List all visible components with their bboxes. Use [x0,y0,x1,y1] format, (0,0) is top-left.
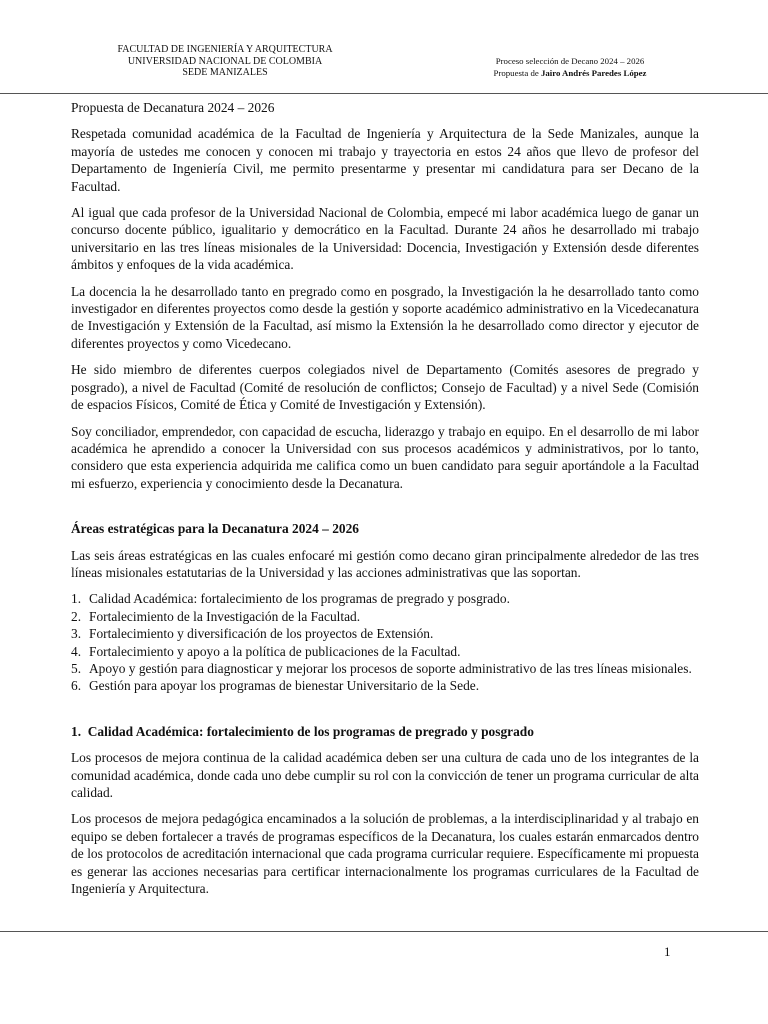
list-item-text: Fortalecimiento y apoyo a la política de publicaciones de la Facultad. [89,643,461,659]
list-item [71,608,699,625]
list-item-number: 3. [71,626,82,642]
document-title: Propuesta de Decanatura 2024 – 2026 [71,100,275,115]
section1-paragraph: Los procesos de mejora continua de la calidad académica deben ser una cultura de cada uno de los integrantes de la comunidad académica, donde cada uno debe cumplir su rol con la convicción de tener un programa curricular de alta calidad. [71,750,699,800]
areas-intro: Las seis áreas estratégicas en las cuales enfocaré mi gestión como decano giran principalmente alrededor de las tres líneas misionales estatutarias de la Universidad y las acciones administrativas que las soportan. [71,547,699,580]
list-item [71,643,699,660]
list-item [71,660,699,677]
header-institution [100,44,350,79]
list-item [71,677,699,694]
list-item [71,625,699,642]
areas-heading: Áreas estratégicas para la Decanatura 2024 – 2026 [71,521,359,537]
intro-paragraph: Respetada comunidad académica de la Facultad de Ingeniería y Arquitectura de la Sede Manizales, aunque la mayoría de ustedes me conocen y conocen mi trabajo y trayectoria en estos 24 años que llevo de profesor del Departamento de Ingeniería Civil, me permito presentarme y presentar mi candidatura para ser Decano de la Facultad. [71,126,699,194]
header-university: UNIVERSIDAD NACIONAL DE COLOMBIA [127,55,323,67]
intro-paragraph: Soy conciliador, emprendedor, con capacidad de escucha, liderazgo y trabajo en equipo. En el desarrollo de mi labor académica he aprendido a conocer la Universidad con sus procesos académicos y administrativos, por lo tanto, considero que esta experiencia adquirida me califica como un buen candidato para seguir aportándole a la Facultad mi esfuerzo, experiencia y conocimiento desde la Decanatura. [71,423,699,491]
list-item-text: Apoyo y gestión para diagnosticar y mejorar los procesos de soporte administrativo de las tres líneas misionales. [89,660,692,676]
list-item-text: Gestión para apoyar los programas de bienestar Universitario de la Sede. [89,678,480,694]
header-proposal-info [470,56,670,79]
header-faculty: FACULTAD DE INGENIERÍA Y ARQUITECTURA [117,44,333,55]
list-item-number: 2. [71,608,82,624]
section1-heading: 1. Calidad Académica: fortalecimiento de los programas de pregrado y posgrado [71,723,534,739]
list-item-number: 6. [71,678,82,694]
footer-divider [0,931,768,932]
intro-paragraph: He sido miembro de diferentes cuerpos colegiados nivel de Departamento (Comités asesores de pregrado y posgrado), a nivel de Facultad (Comité de resolución de conflictos; Consejo de Facultad) y a nivel Sede (Comisión de espacios Físicos, Comité de Ética y Comité de Investigación y Extensión). [71,362,699,413]
list-item-number: 5. [71,660,82,676]
list-item-text: Calidad Académica: fortalecimiento de los programas de pregrado y posgrado. [89,591,510,607]
section1-paragraph: Los procesos de mejora pedagógica encaminados a la solución de problemas, a la interdisciplinaridad y al trabajo en equipo se deben fortalecer a través de programas específicos de la Decanatura, los cuales estarán enmarcados dentro de los protocolos de acreditación internacional que cada programa curricular requiere. Específicamente mi propuesta es generar las acciones necesarias para certificar internacionalmente los programas curriculares de la Facultad de Ingeniería y Arquitectura. [71,811,699,897]
list-item-number: 4. [71,643,82,659]
header-author-line [470,68,670,80]
intro-paragraph: Al igual que cada profesor de la Universidad Nacional de Colombia, empecé mi labor académica luego de ganar un concurso docente público, igualitario y democrático en la Facultad. Durante 24 años he desarrollado mi trabajo universitario en las tres líneas misionales de la Universidad: Docencia, Investigación y Extensión desde diferentes ámbitos y enfoques de la vida académica. [71,205,699,273]
header-process: Proceso selección de Decano 2024 – 2026 [495,56,645,66]
areas-list [71,590,699,694]
header-campus: SEDE MANIZALES [182,67,268,78]
list-item-text: Fortalecimiento de la Investigación de la Facultad. [89,608,361,624]
list-item-number: 1. [71,591,82,607]
header-author-prefix: Propuesta de [493,67,541,78]
header-divider [0,93,768,94]
list-item-text: Fortalecimiento y diversificación de los proyectos de Extensión. [89,626,434,642]
list-item [71,590,699,607]
page-number: 1 [664,944,671,959]
document-body [71,99,699,906]
header-author-name: Jairo Andrés Paredes López [540,67,647,78]
intro-paragraph: La docencia la he desarrollado tanto en pregrado como en posgrado, la Investigación la he desarrollado tanto como investigador en diferentes proyectos como desde la gestión y soporte académico administrativo en la Vicedecanatura de Investigación y Extensión de la Facultad, así mismo la Extensión la he desarrollado como director y ejecutor de diferentes proyectos y como Vicedecano. [71,283,699,351]
